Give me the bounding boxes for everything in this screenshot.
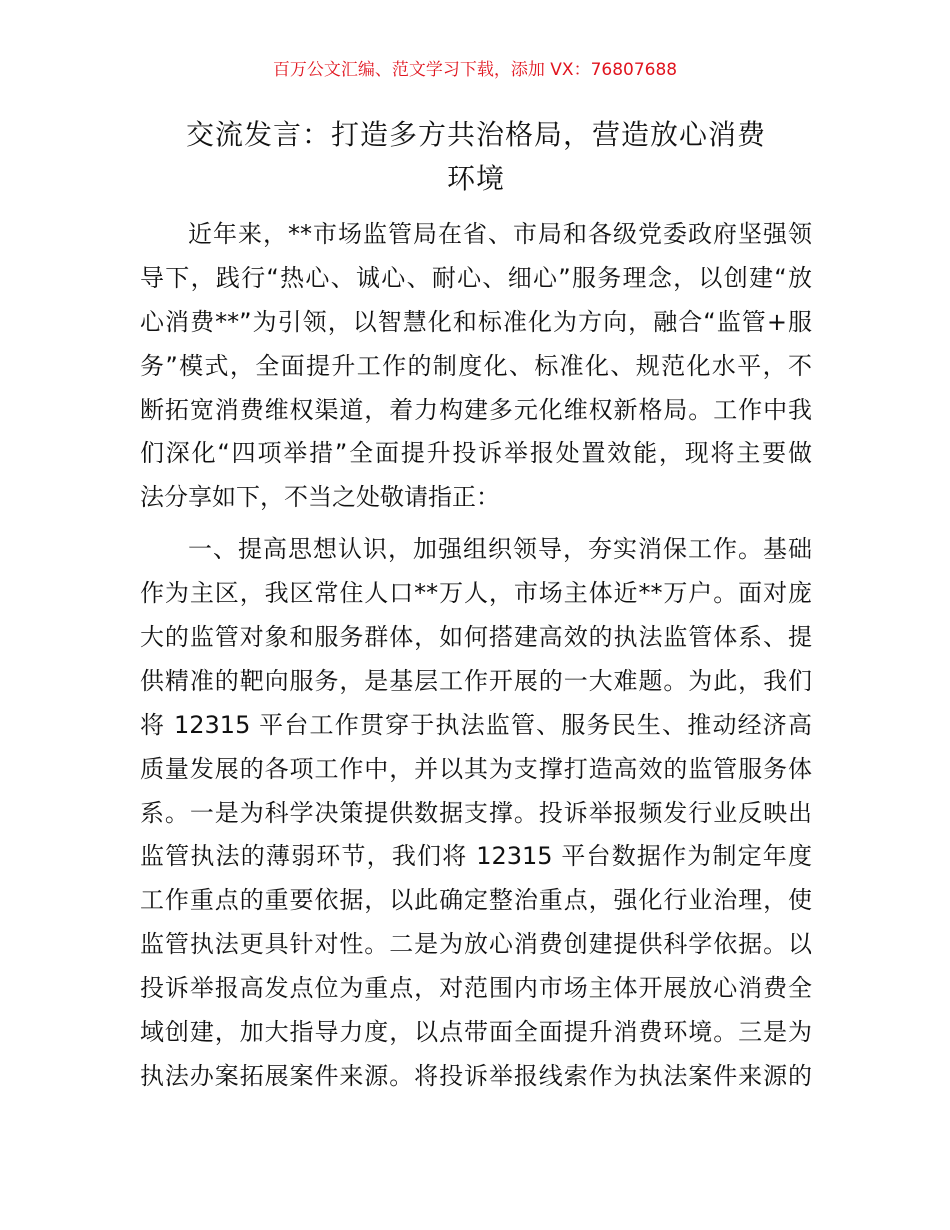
text-line: 质量发展的各项工作中，并以其为支撑打造高效的监管服务体: [140, 754, 812, 783]
text-line: 执法办案拓展案件来源。将投诉举报线索作为执法案件来源的: [140, 1061, 812, 1090]
text-line: 法分享如下，不当之处敬请指正：: [140, 483, 500, 512]
title-line-1: 交流发言：打造多方共治格局，营造放心消费: [185, 118, 766, 151]
text-line: 们深化“四项举措”全面提升投诉举报处置效能，现将主要做: [140, 439, 812, 468]
text-line: 导下，践行“热心、诚心、耐心、细心”服务理念，以创建“放: [140, 263, 812, 292]
watermark-header: 百万公文汇编、范文学习下载，添加 VX：76807688: [272, 60, 678, 80]
text-line: 务”模式，全面提升工作的制度化、标准化、规范化水平，不: [140, 351, 812, 380]
text-line: 监管执法的薄弱环节，我们将 12315 平台数据作为制定年度: [140, 842, 812, 871]
text-line: 供精准的靶向服务，是基层工作开展的一大难题。为此，我们: [140, 666, 812, 695]
text-line: 系。一是为科学决策提供数据支撑。投诉举报频发行业反映出: [140, 798, 812, 827]
text-line: 将 12315 平台工作贯穿于执法监管、服务民生、推动经济高: [140, 710, 812, 739]
text-line: 近年来，**市场监管局在省、市局和各级党委政府坚强领: [188, 220, 812, 248]
text-line: 监管执法更具针对性。二是为放心消费创建提供科学依据。以: [140, 930, 812, 959]
document-body: [140, 213, 812, 1099]
text-line: 心消费**”为引领，以智慧化和标准化为方向，融合“监管+服: [140, 307, 812, 336]
paragraph-spacer: [140, 520, 812, 528]
title-line-2: 环境: [446, 162, 505, 195]
paragraph-intro: [140, 213, 812, 520]
document-title: [140, 113, 812, 201]
text-line: 断拓宽消费维权渠道，着力构建多元化维权新格局。工作中我: [140, 395, 812, 424]
text-line: 作为主区，我区常住人口**万人，市场主体近**万户。面对庞: [140, 579, 812, 608]
text-line: 工作重点的重要依据，以此确定整治重点，强化行业治理，使: [140, 886, 812, 915]
text-line: 域创建，加大指导力度，以点带面全面提升消费环境。三是为: [140, 1018, 812, 1047]
text-line: 大的监管对象和服务群体，如何搭建高效的执法监管体系、提: [140, 623, 812, 652]
text-line: 一、提高思想认识，加强组织领导，夯实消保工作。基础: [188, 535, 812, 564]
text-line: 投诉举报高发点位为重点，对范围内市场主体开展放心消费全: [140, 974, 812, 1003]
paragraph-section-1: [140, 528, 812, 1099]
